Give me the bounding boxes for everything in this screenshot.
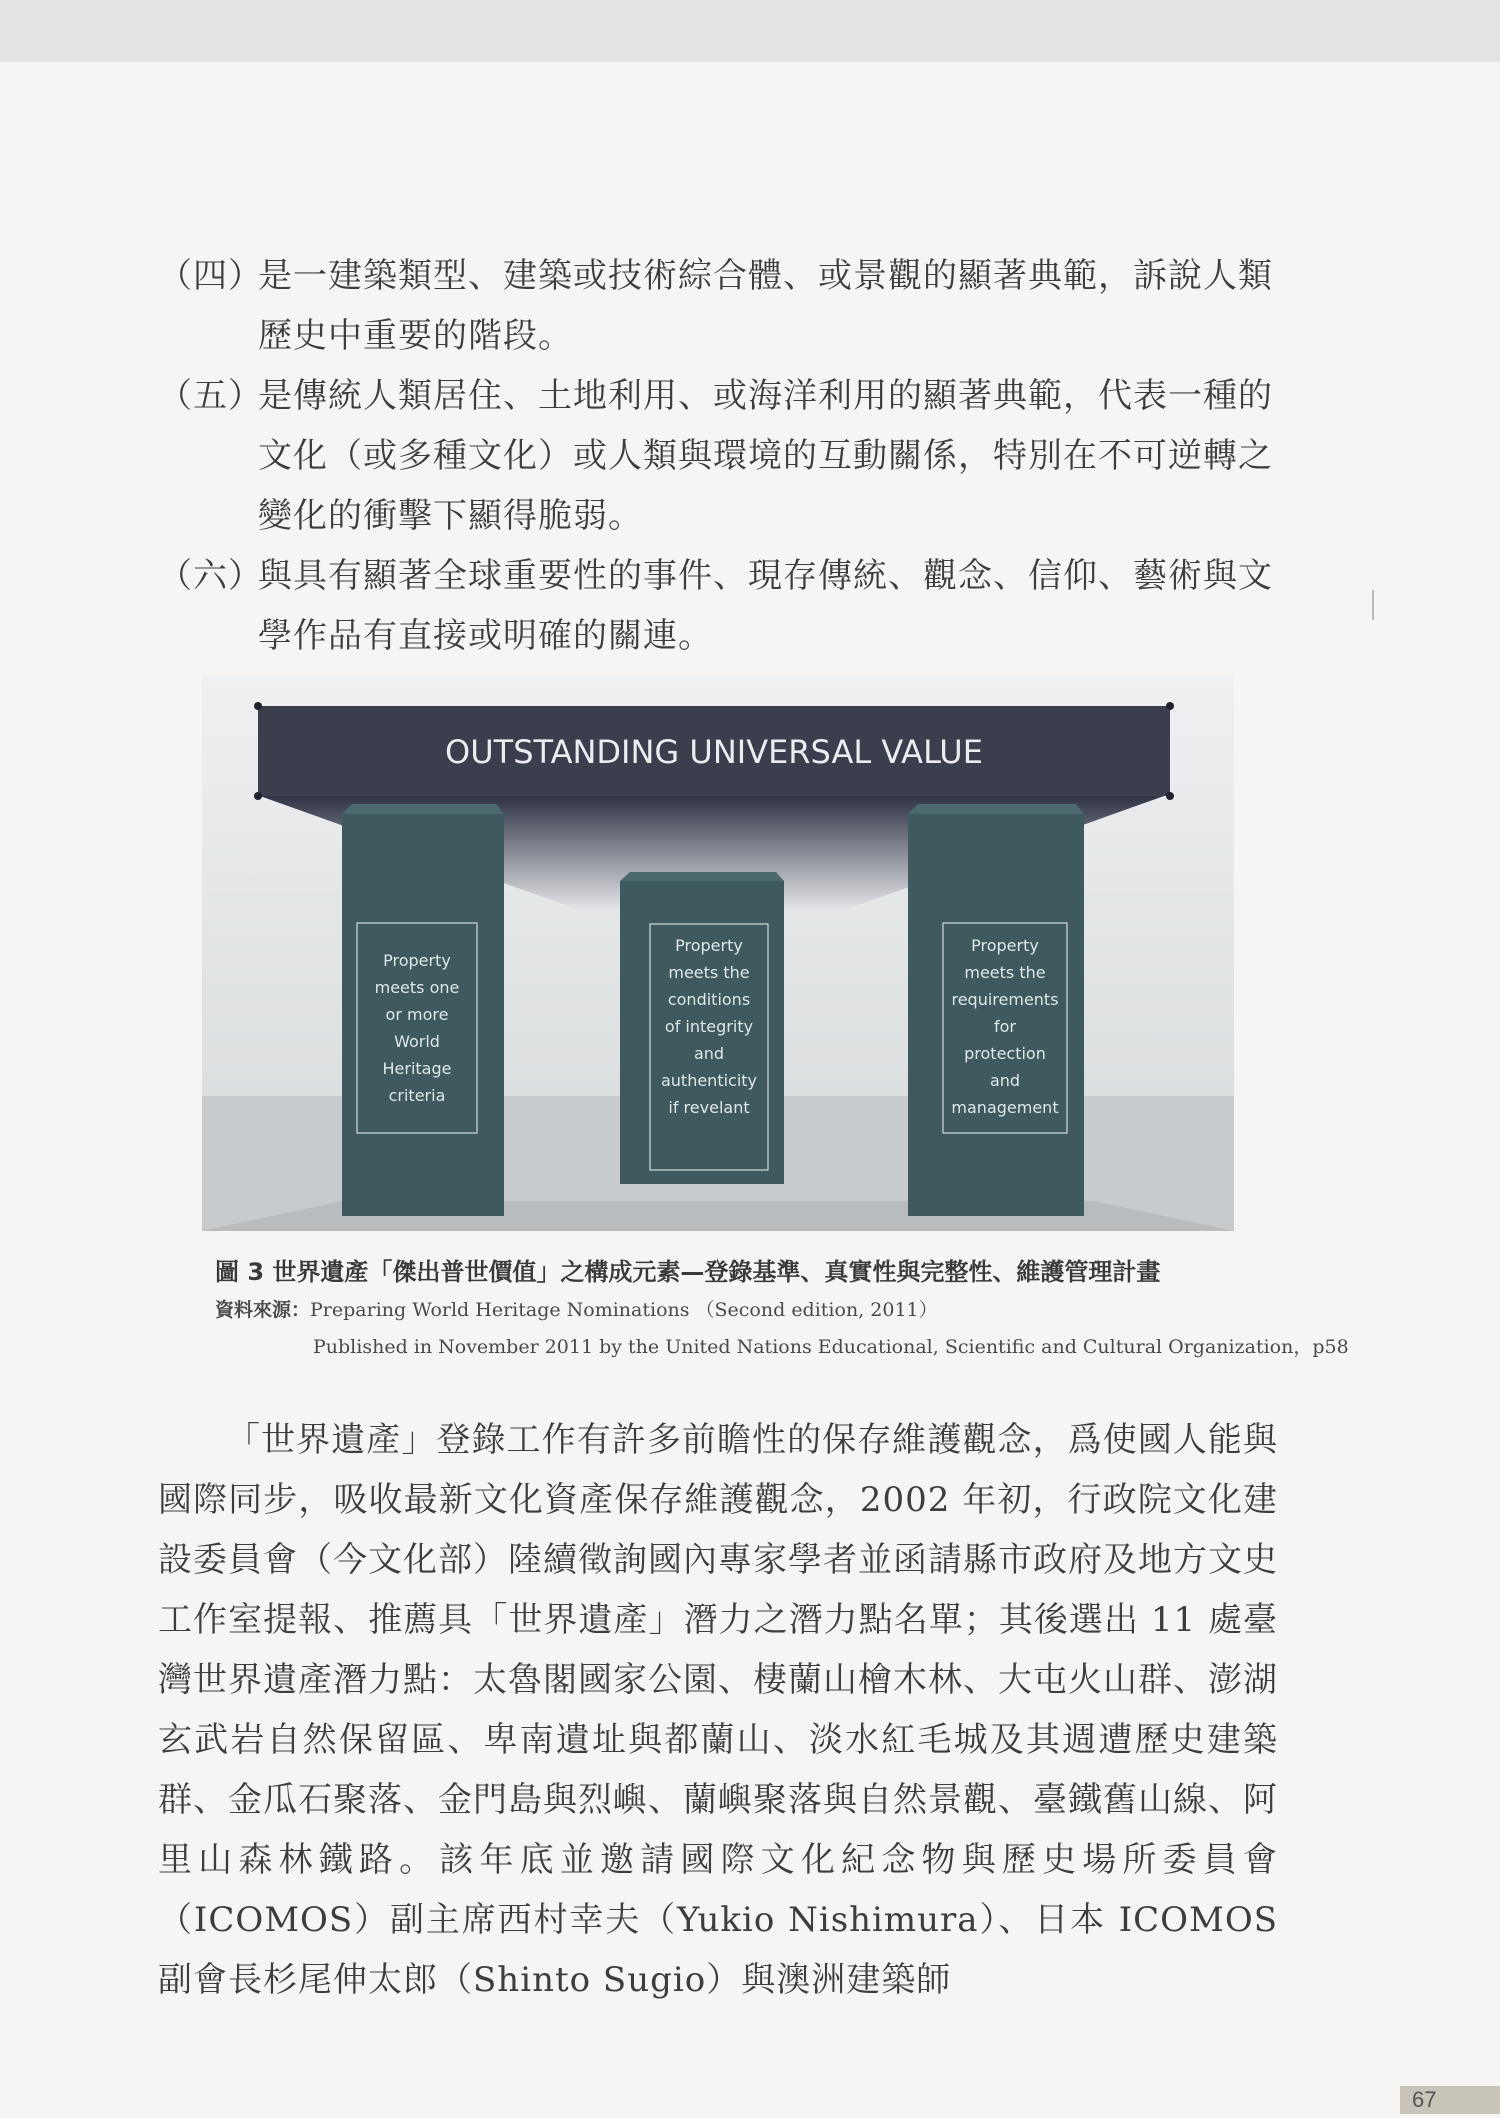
banner-corner (254, 792, 262, 800)
pillar-middle-line: authenticity (660, 1071, 758, 1090)
scan-top-band (0, 0, 1500, 62)
banner-corner (1166, 792, 1174, 800)
pillar-middle-line: conditions (667, 990, 751, 1009)
criterion-item-6 (158, 546, 1278, 666)
criterion-text: 與具有顯著全球重要性的事件、現存傳統、觀念、信仰、藝術與文學作品有直接或明確的關連。 (258, 556, 1273, 656)
pillar-middle-line: of integrity (664, 1017, 754, 1036)
pillar-middle-line: Property (675, 936, 743, 955)
pillar-right-line: protection (964, 1044, 1046, 1063)
pillar-right-line: meets the (964, 963, 1046, 982)
pillar-left-line: meets one (374, 978, 460, 997)
pillar-middle-line: meets the (668, 963, 750, 982)
criterion-number: （五） (158, 376, 263, 416)
caption-source-label: 資料來源： (215, 1299, 311, 1321)
pillar-left-line: or more (385, 1005, 449, 1024)
caption-source-text: Preparing World Heritage Nominations （Second edition, 2011） (310, 1299, 938, 1321)
criterion-text: 是一建築類型、建築或技術綜合體、或景觀的顯著典範，訴說人類歷史中重要的階段。 (258, 256, 1273, 356)
criteria-list (158, 246, 1278, 666)
pillar-left-top (342, 804, 504, 814)
caption-published: Published in November 2011 by the United Nations Educational, Scientific and Cultural Organization，p58 (313, 1336, 1349, 1358)
pillar-left-line: Property (383, 951, 451, 970)
pillar-middle-line: and (693, 1044, 725, 1063)
pillar-right (908, 814, 1084, 1216)
caption-source (215, 1295, 1255, 1322)
pillar-left-line: Heritage (382, 1059, 452, 1078)
pillar-right-line: for (994, 1017, 1016, 1036)
criterion-item-5 (158, 366, 1278, 546)
pillar-left-line: World (394, 1032, 440, 1051)
criterion-text: 是傳統人類居住、土地利用、或海洋利用的顯著典範，代表一種的文化（或多種文化）或人類與環境的互動關係，特別在不可逆轉之變化的衝擊下顯得脆弱。 (258, 376, 1273, 536)
pillar-middle-line: if revelant (668, 1098, 750, 1117)
criterion-item-4 (158, 246, 1278, 366)
pillar-right-line: requirements (951, 990, 1059, 1009)
pillar-right-line: management (951, 1098, 1059, 1117)
pillar-right-line: and (989, 1071, 1021, 1090)
margin-mark (1372, 590, 1374, 620)
pillar-right-top (908, 804, 1084, 814)
pillar-middle-top (620, 872, 784, 881)
body-text (158, 1410, 1278, 2010)
body-paragraph: 「世界遺產」登錄工作有許多前瞻性的保存維護觀念，爲使國人能與國際同步，吸收最新文化資產保存維護觀念，2002 年初，行政院文化建設委員會（今文化部）陸續徵詢國內專家學者並函請縣市政府及地方文史工作室提報、推薦具「世界遺產」潛力之潛力點名單；其後選出 11 處臺灣世界遺產潛力點：太魯閣國家公園、棲蘭山檜木林、大屯火山群、澎湖玄武岩自然保留區、卑南遺址與都蘭山、淡水紅毛城及其週遭歷史建築群、金瓜石聚落、金門島與烈嶼、蘭嶼聚落與自然景觀、臺鐵舊山線、阿里山森林鐵路。該年底並邀請國際文化紀念物與歷史場所委員會（ICOMOS）副主席西村幸夫（Yukio Nishimura）、日本 ICOMOS 副會長杉尾伸太郎（Shinto Sugio）與澳洲建築師 (158, 1420, 1278, 2000)
criterion-number: （四） (158, 256, 263, 296)
pillar-left-line: criteria (388, 1086, 446, 1105)
banner-title: OUTSTANDING UNIVERSAL VALUE (445, 733, 983, 771)
pillar-right-line: Property (971, 936, 1039, 955)
criterion-number: （六） (158, 556, 263, 596)
figure-caption (215, 1252, 1349, 1359)
page-number: 67 (1400, 2086, 1500, 2114)
banner-corner (254, 702, 262, 710)
caption-title: 圖 3 世界遺產「傑出普世價值」之構成元素—登錄基準、真實性與完整性、維護管理計畫 (215, 1258, 1161, 1286)
banner-corner (1166, 702, 1174, 710)
ouv-figure (202, 676, 1234, 1231)
